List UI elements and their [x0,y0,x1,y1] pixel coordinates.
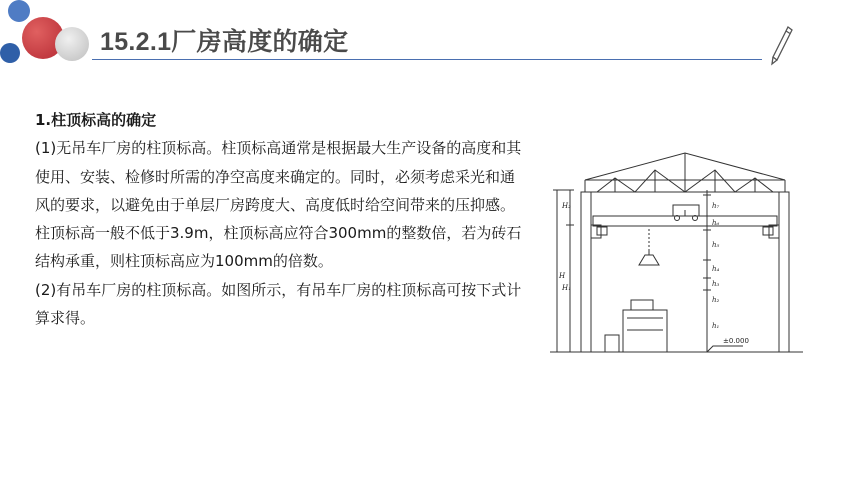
label-datum: ±0.000 [723,337,749,345]
paragraph-no-crane: (1)无吊车厂房的柱顶标高。柱顶标高通常是根据最大生产设备的高度和其使用、安装、检修时所需的净空高度来确定的。同时，必须考虑采光和通风的要求，以避免由于单层厂房跨度大、高度低时给空间带来的压抑感。柱顶标高一般不低于3.9m，柱顶标高应符合300mm的整数倍，若为砖石结构承重，则柱顶标高应为100mm的倍数。 [35,139,522,271]
title-underline [92,59,762,60]
label-h2: h₂ [712,296,720,304]
label-h7: h₇ [712,202,720,210]
label-H2: H₂ [562,202,571,210]
decor-circle-gray [55,27,89,61]
pen-icon [768,24,794,68]
section-heading: 1.柱顶标高的确定 [35,111,157,129]
paragraph-with-crane: (2)有吊车厂房的柱顶标高。如图所示，有吊车厂房的柱顶标高可按下式计算求得。 [35,280,522,328]
label-h6: h₆ [712,219,720,227]
label-h5: h₅ [712,241,720,249]
factory-section-diagram [535,150,815,365]
label-H1: H₁ [562,284,571,292]
label-H: H [559,272,566,280]
page-title: 15.2.1厂房高度的确定 [100,28,349,56]
body-text [35,106,525,332]
label-h1: h₁ [712,322,720,330]
label-h3: h₃ [712,280,720,288]
label-h4: h₄ [712,265,720,273]
decor-circle-blue-top [8,0,30,22]
decor-circle-blue-bottom [0,43,20,63]
